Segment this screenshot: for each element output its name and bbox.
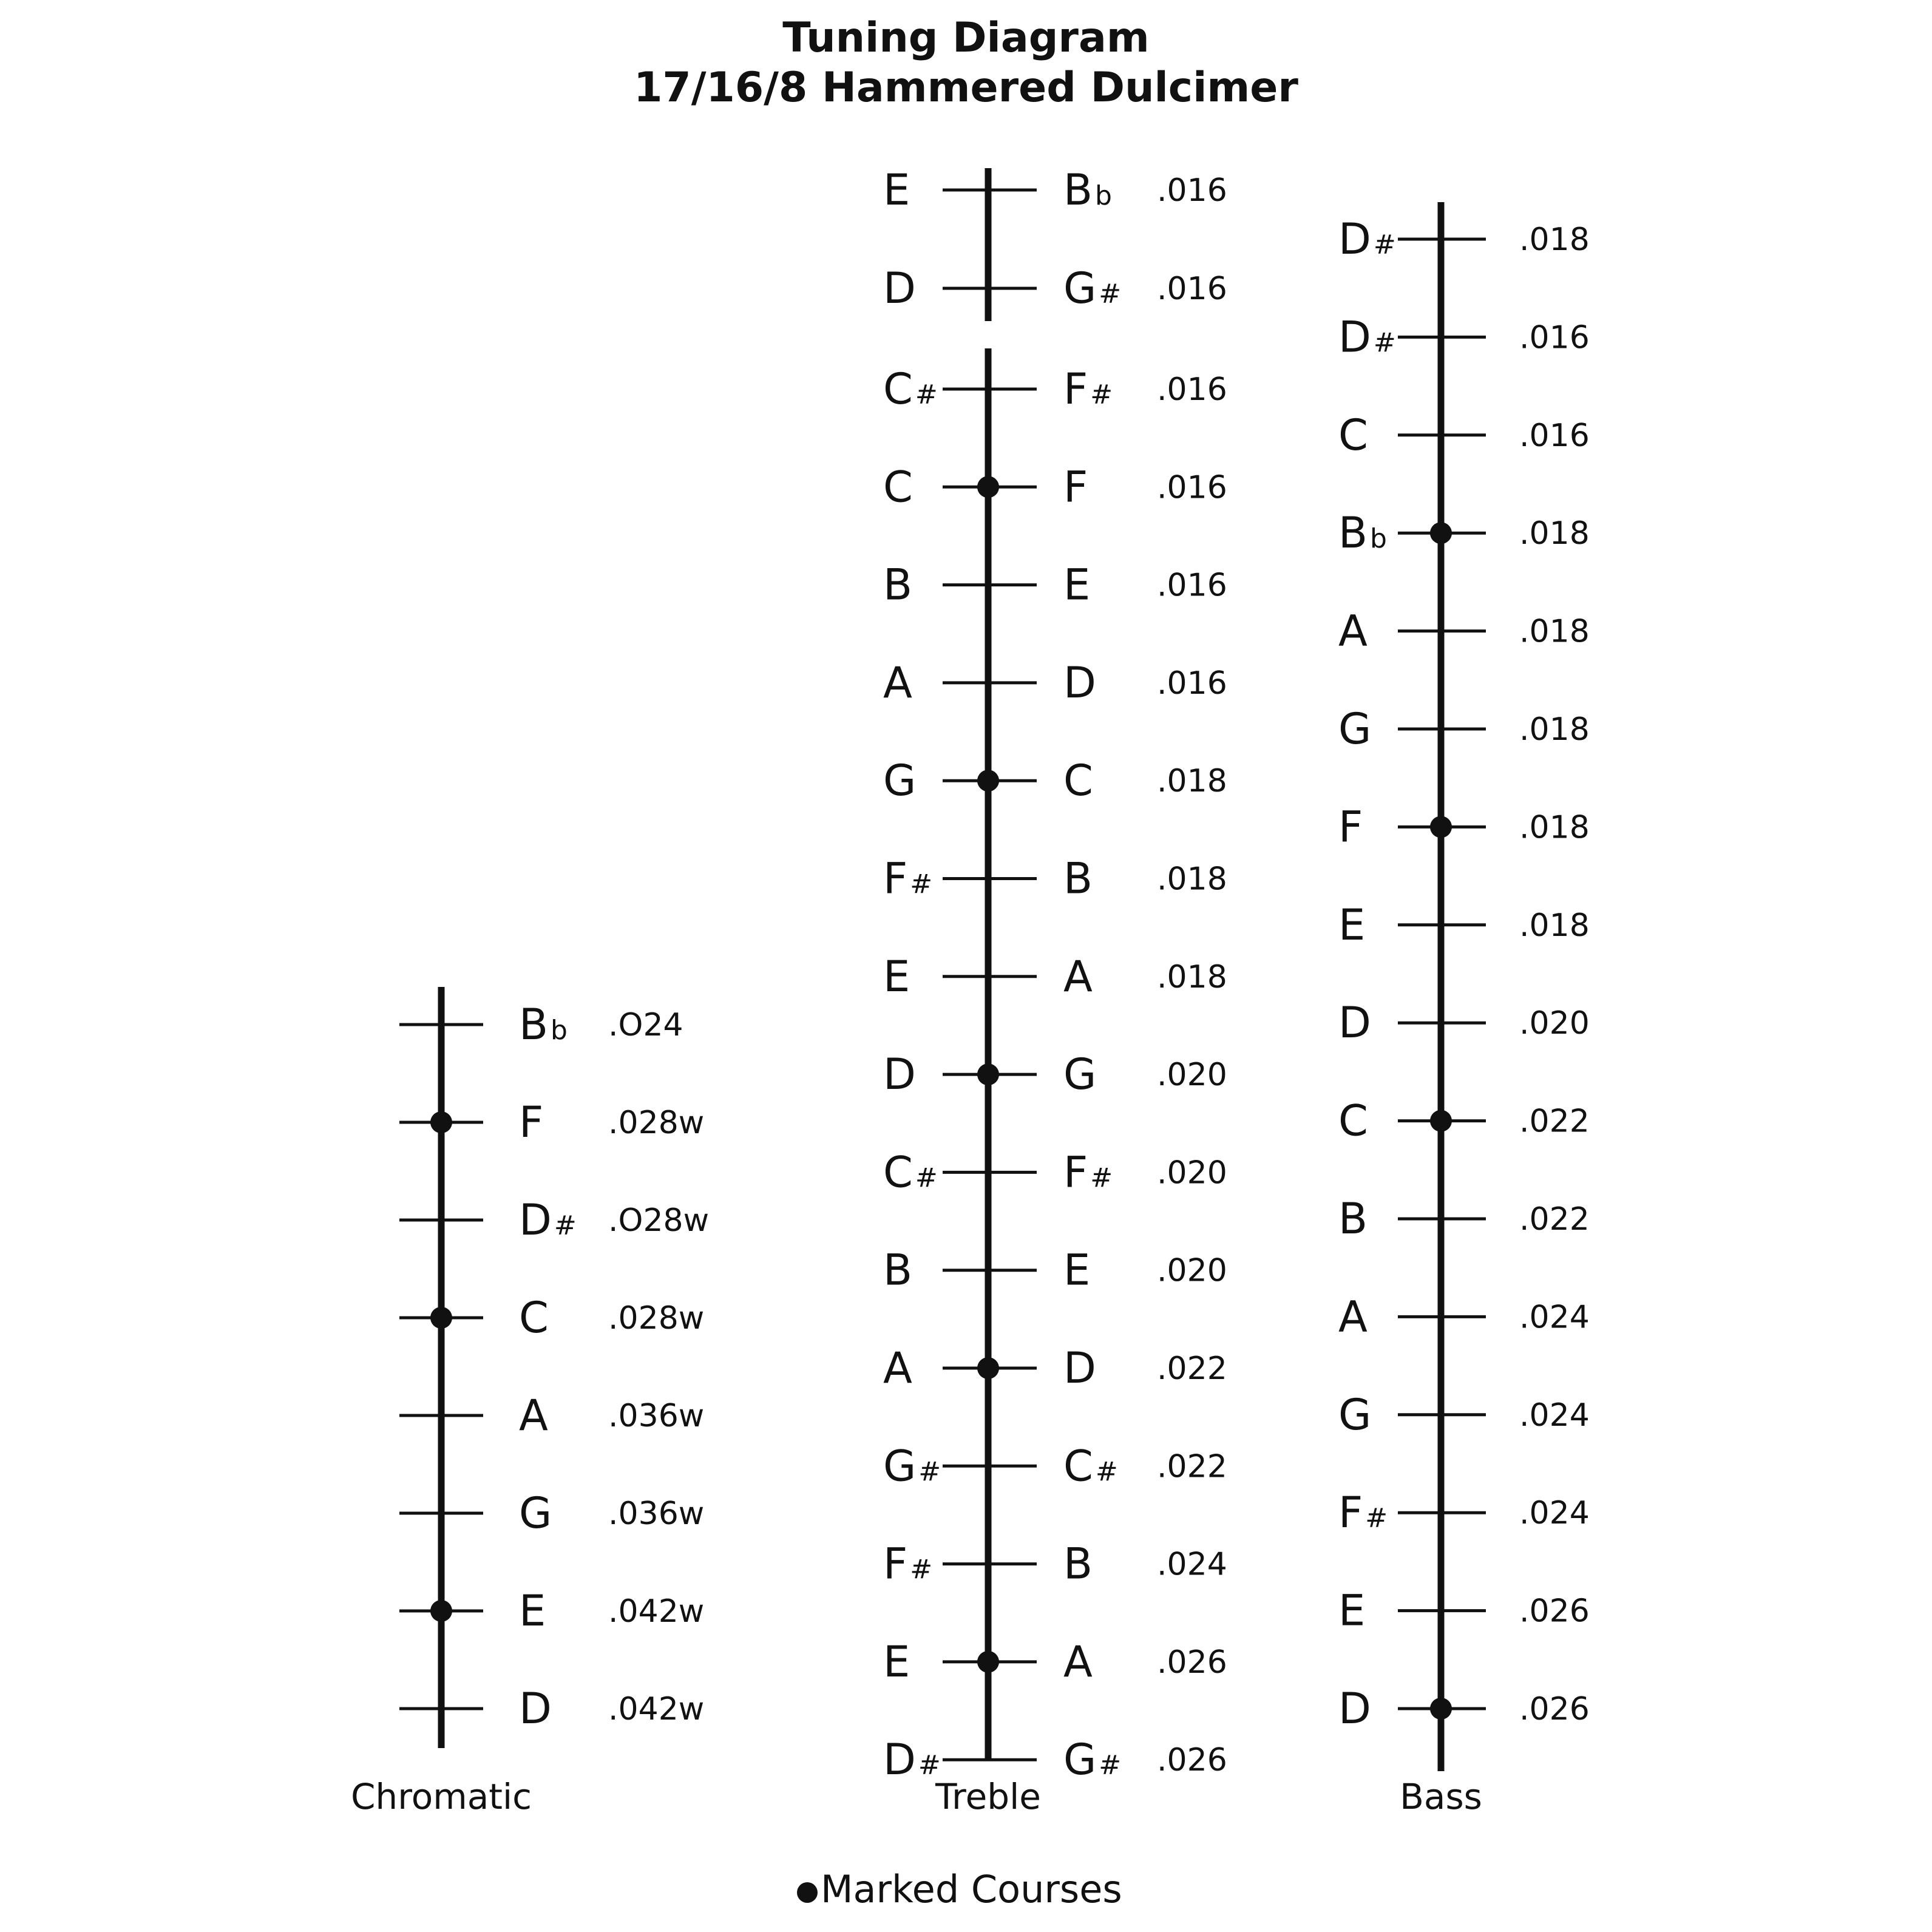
bass-course (1338, 214, 1590, 264)
right-note-label: D (1063, 1343, 1096, 1393)
marked-course-dot (977, 1357, 999, 1379)
left-note-label: E (1338, 1585, 1366, 1636)
treble-course (883, 1637, 1227, 1687)
left-note-label: D (883, 1049, 916, 1100)
bass-course (1338, 312, 1590, 362)
string-gauge-label: .026 (1157, 1742, 1227, 1779)
right-note-label: D# (519, 1195, 577, 1245)
legend-text: Marked Courses (821, 1867, 1122, 1911)
marked-course-dot (977, 770, 999, 791)
treble-course (883, 1441, 1227, 1491)
chromatic-course (399, 1293, 704, 1343)
right-note-label: C# (1063, 1441, 1118, 1491)
treble-course (883, 1147, 1227, 1197)
string-gauge-label: .024 (1519, 1397, 1590, 1434)
page-title: Tuning Diagram (782, 14, 1150, 62)
left-note-label: D (1338, 1684, 1371, 1734)
string-gauge-label: .024 (1519, 1299, 1590, 1336)
string-gauge-label: .018 (1519, 809, 1590, 846)
string-gauge-label: .016 (1157, 172, 1227, 209)
right-note-label: B (1063, 1539, 1093, 1589)
string-gauge-label: .020 (1157, 1057, 1227, 1094)
string-gauge-label: .020 (1157, 1154, 1227, 1191)
string-gauge-label: .024 (1519, 1495, 1590, 1532)
string-gauge-label: .022 (1157, 1351, 1227, 1387)
bass-course (1338, 900, 1590, 950)
bridge-label-bass: Bass (1400, 1776, 1482, 1817)
string-gauge-label: .016 (1157, 371, 1227, 408)
chromatic-course (399, 1586, 704, 1636)
bass-course (1338, 802, 1590, 852)
bridges-group (351, 165, 1590, 1817)
treble-course (883, 854, 1227, 904)
left-note-label: G (1338, 1389, 1372, 1440)
left-note-label: C# (883, 364, 938, 414)
bass-course (1338, 410, 1590, 460)
string-gauge-label: .020 (1157, 1252, 1227, 1289)
right-note-label: G (1063, 1049, 1097, 1100)
left-note-label: B (883, 1245, 913, 1295)
left-note-label: D# (1338, 312, 1396, 362)
treble-course (883, 165, 1227, 215)
right-note-label: E (1063, 560, 1091, 610)
right-note-label: A (1063, 951, 1093, 1002)
bass-course (1338, 1292, 1590, 1341)
left-note-label: F# (883, 1539, 933, 1589)
bass-course (1338, 704, 1590, 754)
left-note-label: D# (883, 1735, 941, 1785)
bass-course (1338, 1194, 1590, 1244)
marked-course-dot (430, 1600, 452, 1622)
string-gauge-label: .018 (1519, 515, 1590, 552)
right-note-label: D (519, 1684, 552, 1734)
marked-course-dot (430, 1111, 452, 1133)
right-note-label: F (1063, 462, 1088, 512)
left-note-label: C (1338, 1096, 1368, 1146)
chromatic-course (399, 1684, 704, 1734)
right-note-label: A (519, 1391, 548, 1440)
chromatic-course (399, 1097, 704, 1147)
string-gauge-label: .024 (1157, 1546, 1227, 1583)
bridge-label-treble: Treble (935, 1776, 1041, 1817)
string-gauge-label: .018 (1519, 613, 1590, 650)
bridge-treble (883, 165, 1227, 1817)
string-gauge-label: .016 (1519, 417, 1590, 454)
left-note-label: F# (1338, 1488, 1388, 1538)
string-gauge-label: .018 (1519, 711, 1590, 748)
string-gauge-label: .018 (1157, 763, 1227, 800)
string-gauge-label: .018 (1519, 907, 1590, 944)
right-note-label: E (519, 1586, 546, 1636)
right-note-label: F (519, 1097, 544, 1147)
chromatic-course (399, 1391, 704, 1440)
string-gauge-label: .022 (1519, 1201, 1590, 1238)
left-note-label: A (883, 1343, 912, 1393)
bass-course (1338, 1586, 1590, 1636)
left-note-label: C (1338, 410, 1368, 460)
right-note-label: Bb (1063, 165, 1112, 215)
string-gauge-label: .042w (608, 1593, 705, 1630)
bass-course (1338, 1488, 1590, 1537)
right-note-label: C (519, 1293, 549, 1343)
string-gauge-label: .016 (1157, 567, 1227, 604)
string-gauge-label: .026 (1519, 1593, 1590, 1630)
legend-marker-dot (797, 1882, 818, 1903)
left-note-label: C# (883, 1147, 938, 1198)
right-note-label: B (1063, 853, 1093, 904)
bridge-bass (1338, 202, 1590, 1817)
legend (797, 1867, 1122, 1911)
treble-course (883, 1246, 1227, 1295)
bass-course (1338, 508, 1590, 558)
right-note-label: Bb (519, 1000, 568, 1049)
string-gauge-label: .016 (1157, 665, 1227, 702)
left-note-label: A (1338, 1292, 1368, 1342)
treble-course (883, 1539, 1227, 1589)
treble-course (883, 658, 1227, 708)
string-gauge-label: .O28w (608, 1202, 710, 1239)
right-note-label: A (1063, 1636, 1093, 1687)
string-gauge-label: .018 (1157, 958, 1227, 995)
marked-course-dot (1430, 816, 1452, 838)
right-note-label: F# (1063, 364, 1113, 414)
treble-course (883, 1735, 1227, 1785)
marked-course-dot (1430, 1110, 1452, 1132)
left-note-label: E (1338, 900, 1366, 950)
right-note-label: G (519, 1488, 552, 1538)
string-gauge-label: .022 (1157, 1448, 1227, 1485)
left-note-label: F# (883, 853, 933, 904)
bass-course (1338, 1390, 1590, 1440)
treble-course (883, 462, 1227, 512)
treble-course (883, 364, 1227, 414)
marked-course-dot (1430, 1698, 1452, 1720)
right-note-label: C (1063, 756, 1093, 806)
string-gauge-label: .026 (1519, 1691, 1590, 1727)
right-note-label: D (1063, 657, 1096, 708)
left-note-label: Bb (1338, 508, 1387, 558)
left-note-label: G (883, 756, 917, 806)
treble-course (883, 756, 1227, 805)
chromatic-course (399, 1195, 709, 1245)
treble-course (883, 1343, 1227, 1393)
string-gauge-label: .018 (1519, 222, 1590, 258)
string-gauge-label: .036w (608, 1398, 705, 1434)
string-gauge-label: .028w (608, 1300, 705, 1337)
left-note-label: E (883, 1636, 910, 1687)
marked-course-dot (977, 1063, 999, 1085)
bass-course (1338, 606, 1590, 656)
treble-course (883, 263, 1227, 313)
left-note-label: B (883, 560, 913, 610)
bass-course (1338, 998, 1590, 1048)
string-gauge-label: .042w (608, 1691, 705, 1727)
left-note-label: E (883, 165, 910, 215)
string-gauge-label: .016 (1157, 271, 1227, 307)
left-note-label: A (883, 657, 912, 708)
left-note-label: C (883, 462, 913, 512)
marked-course-dot (430, 1307, 452, 1329)
bass-course (1338, 1096, 1590, 1146)
string-gauge-label: .036w (608, 1496, 705, 1532)
chromatic-course (399, 1488, 704, 1538)
treble-course (883, 1049, 1227, 1099)
right-note-label: G# (1063, 1735, 1122, 1785)
string-gauge-label: .020 (1519, 1005, 1590, 1042)
treble-course (883, 560, 1227, 610)
left-note-label: A (1338, 606, 1368, 656)
left-note-label: B (1338, 1194, 1368, 1244)
right-note-label: E (1063, 1245, 1091, 1295)
bass-course (1338, 1684, 1590, 1734)
marked-course-dot (977, 1651, 999, 1673)
left-note-label: E (883, 951, 910, 1002)
treble-course (883, 952, 1227, 1002)
right-note-label: G# (1063, 263, 1122, 313)
string-gauge-label: .028w (608, 1105, 705, 1141)
string-gauge-label: .026 (1157, 1644, 1227, 1681)
left-note-label: F (1338, 802, 1363, 852)
string-gauge-label: .022 (1519, 1103, 1590, 1140)
string-gauge-label: .016 (1519, 319, 1590, 356)
string-gauge-label: .016 (1157, 469, 1227, 506)
left-note-label: D (1338, 998, 1371, 1048)
left-note-label: D# (1338, 214, 1396, 264)
bridge-label-chromatic: Chromatic (350, 1776, 532, 1817)
marked-course-dot (1430, 522, 1452, 544)
marked-course-dot (977, 476, 999, 498)
bridge-chromatic (351, 987, 709, 1817)
string-gauge-label: .O24 (608, 1007, 683, 1043)
left-note-label: D (883, 263, 916, 313)
left-note-label: G# (883, 1441, 941, 1491)
right-note-label: F# (1063, 1147, 1113, 1198)
page-subtitle: 17/16/8 Hammered Dulcimer (634, 64, 1298, 112)
string-gauge-label: .018 (1157, 861, 1227, 898)
left-note-label: G (1338, 704, 1372, 754)
